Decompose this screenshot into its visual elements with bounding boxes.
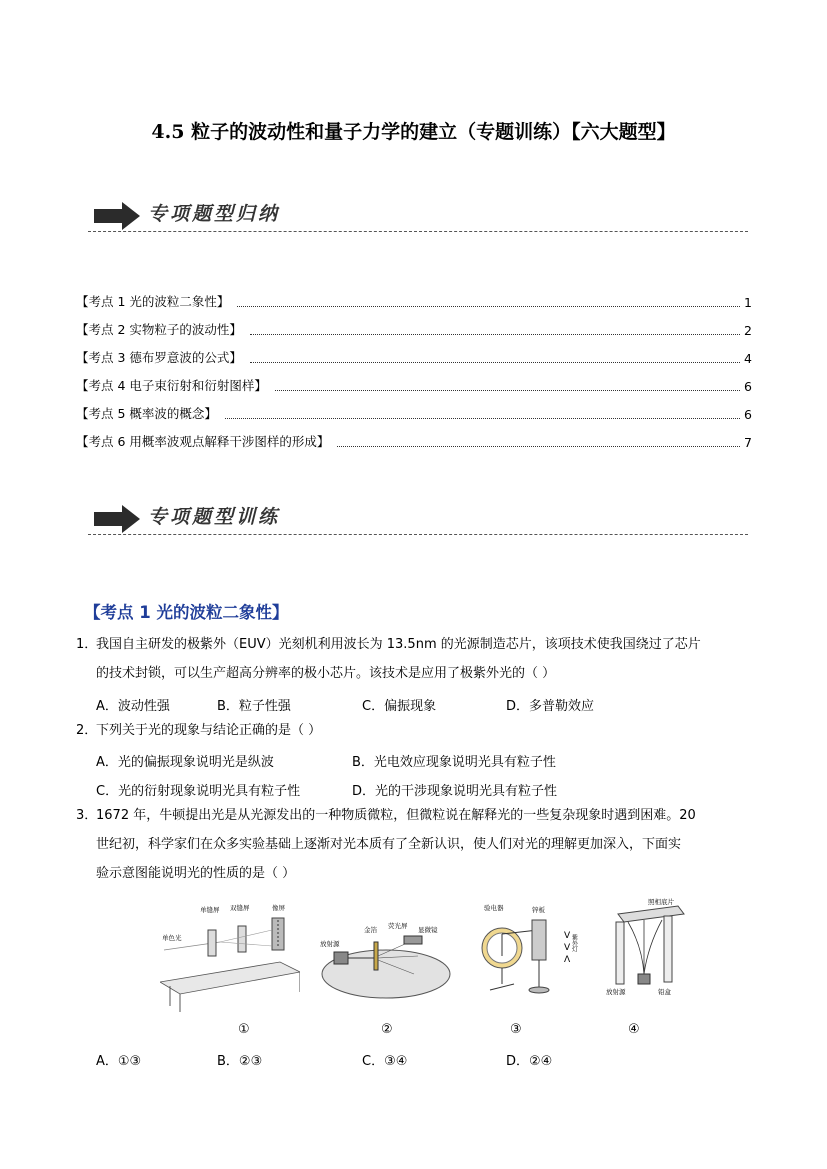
question-2: [76, 716, 756, 745]
fig1-label: 双缝屏: [230, 904, 250, 912]
question-number: 1．: [76, 637, 98, 652]
toc-entry[interactable]: [76, 310, 752, 338]
question-text: 世纪初，科学家们在众多实验基础上逐渐对光本质有了全新认识，使人们对光的理解更加深入，下面实: [96, 837, 682, 852]
question-text: 下列关于光的现象与结论正确的是（ ）: [96, 723, 322, 738]
option-a[interactable]: A．①③: [96, 1054, 142, 1069]
banner-title: 专项题型训练: [148, 506, 281, 528]
toc-leader-dots: [250, 333, 740, 335]
toc-leader-dots: [250, 361, 740, 363]
fig1-label: 单缝屏: [200, 906, 220, 914]
section-banner-training: [88, 499, 748, 539]
fig3-label: 锌板: [532, 906, 545, 914]
figure-photoelectric: [480, 898, 590, 998]
figure-radiation-deflection: [604, 896, 688, 1000]
toc-entry[interactable]: [76, 422, 752, 450]
toc-entry-label: 【考点 5 概率波的概念】: [76, 406, 217, 421]
question-3: [76, 801, 766, 888]
question-text: 验示意图能说明光的性质的是（ ）: [96, 866, 296, 881]
fig4-label: 铅盒: [658, 988, 671, 996]
fig4-label: 照相底片: [648, 898, 674, 906]
toc-leader-dots: [337, 445, 740, 447]
option-b[interactable]: B．②③: [217, 1054, 263, 1069]
fig2-label: 放射源: [320, 940, 340, 948]
section-heading: 【考点 1 光的波粒二象性】: [84, 603, 289, 622]
question-text: 我国自主研发的极紫外（EUV）光刻机利用波长为 13.5nm 的光源制造芯片，该项技术使我国绕过了芯片: [96, 637, 701, 652]
question-text: 1672 年，牛顿提出光是从光源发出的一种物质微粒，但微粒说在解释光的一些复杂现象时遇到困难。20: [96, 808, 696, 823]
toc-entry-page: 4: [744, 351, 752, 366]
toc-entry-label: 【考点 6 用概率波观点解释干涉图样的形成】: [76, 434, 330, 449]
toc-entry-label: 【考点 4 电子束衍射和衍射图样】: [76, 378, 267, 393]
option-c[interactable]: C．③④: [362, 1054, 408, 1069]
toc-entry[interactable]: [76, 394, 752, 422]
fig1-label: 像屏: [272, 904, 285, 912]
toc-entry-page: 1: [744, 295, 752, 310]
svg-text:V: V: [564, 931, 571, 941]
figure-label-2: ②: [381, 1022, 393, 1037]
banner-title: 专项题型归纳: [148, 203, 281, 225]
question-number: 3．: [76, 808, 98, 823]
option-a[interactable]: A．波动性强: [96, 699, 170, 714]
arrow-right-icon: [94, 505, 142, 533]
svg-text:V: V: [564, 943, 571, 953]
toc-entry-label: 【考点 3 德布罗意波的公式】: [76, 350, 242, 365]
toc-entry-label: 【考点 1 光的波粒二象性】: [76, 294, 230, 309]
toc-entry-page: 7: [744, 435, 752, 450]
figure-label-3: ③: [510, 1022, 522, 1037]
section-banner-summary: [88, 196, 748, 236]
toc-entry[interactable]: [76, 282, 752, 310]
table-of-contents: [76, 282, 752, 450]
toc-entry-page: 6: [744, 407, 752, 422]
question-1: [76, 630, 756, 688]
question-text: 的技术封锁，可以生产超高分辨率的极小芯片。该技术是应用了极紫外光的（ ）: [96, 666, 556, 681]
banner-divider: [88, 231, 748, 232]
page-title: 4.5 粒子的波动性和量子力学的建立（专题训练）【六大题型】: [151, 121, 676, 143]
option-d[interactable]: D．光的干涉现象说明光具有粒子性: [352, 784, 558, 799]
toc-entry-page: 6: [744, 379, 752, 394]
fig2-label: 显微镜: [418, 926, 438, 934]
fig2-label: 荧光屏: [388, 922, 408, 930]
banner-divider: [88, 534, 748, 535]
toc-entry-label: 【考点 2 实物粒子的波动性】: [76, 322, 242, 337]
option-d[interactable]: D．②④: [506, 1054, 553, 1069]
option-c[interactable]: C．偏振现象: [362, 699, 437, 714]
toc-leader-dots: [275, 389, 740, 391]
figure-alpha-scattering: [318, 916, 454, 1002]
fig3-label: 验电器: [484, 904, 504, 912]
toc-leader-dots: [225, 417, 740, 419]
fig3-label: 紫外灯: [570, 934, 578, 952]
option-c[interactable]: C．光的衍射现象说明光具有粒子性: [96, 784, 301, 799]
option-a[interactable]: A．光的偏振现象说明光是纵波: [96, 755, 274, 770]
toc-entry[interactable]: [76, 338, 752, 366]
toc-leader-dots: [237, 305, 740, 307]
figure-double-slit: [160, 900, 300, 1012]
arrow-right-icon: [94, 202, 142, 230]
option-b[interactable]: B．粒子性强: [217, 699, 291, 714]
fig4-label: 放射源: [606, 988, 626, 996]
fig1-label: 单色光: [162, 934, 182, 942]
toc-entry-page: 2: [744, 323, 752, 338]
fig2-label: 金箔: [364, 926, 377, 934]
figure-label-1: ①: [238, 1022, 250, 1037]
svg-text:Λ: Λ: [564, 955, 571, 965]
option-d[interactable]: D．多普勒效应: [506, 699, 595, 714]
option-b[interactable]: B．光电效应现象说明光具有粒子性: [352, 755, 556, 770]
toc-entry[interactable]: [76, 366, 752, 394]
figure-label-4: ④: [628, 1022, 640, 1037]
question-number: 2．: [76, 723, 98, 738]
